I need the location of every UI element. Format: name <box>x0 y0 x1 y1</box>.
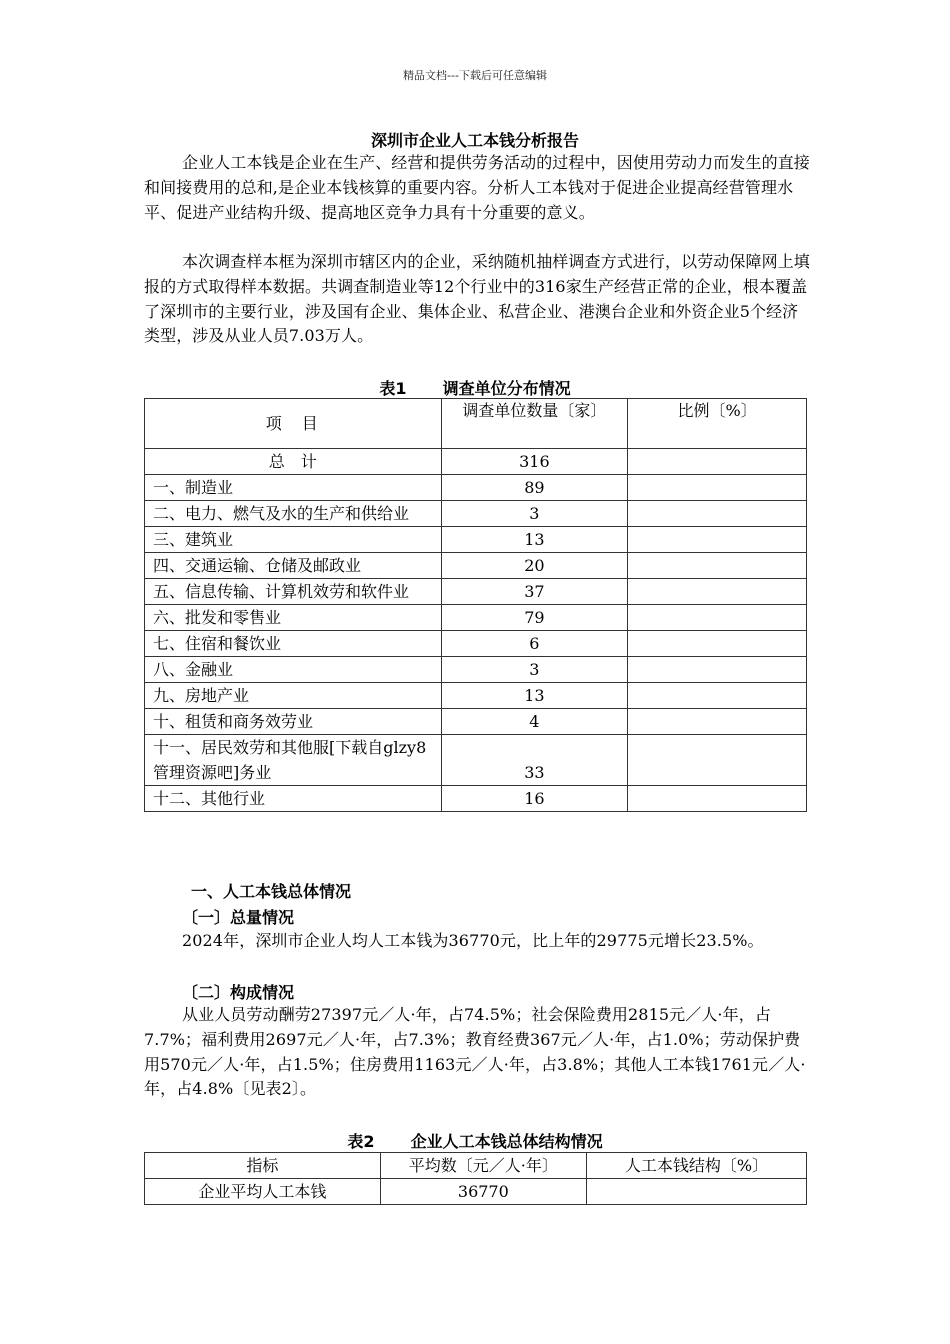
table-row <box>145 527 807 553</box>
industry-count: 13 <box>441 527 628 553</box>
industry-ratio <box>628 683 807 709</box>
table-row <box>145 786 807 812</box>
table1-caption-num: 表1 <box>379 379 407 398</box>
report-title: 深圳市企业人工本钱分析报告 <box>370 131 579 150</box>
industry-count: 37 <box>441 579 628 605</box>
total-count: 316 <box>441 449 628 475</box>
table-row <box>145 657 807 683</box>
table-row <box>145 1179 807 1205</box>
industry-ratio <box>628 786 807 812</box>
industry-label: 十、租赁和商务效劳业 <box>145 709 442 735</box>
total-paragraph: 2024年，深圳市企业人均人工本钱为36770元，比上年的29775元增长23.5%。 <box>182 931 764 950</box>
indicator-label: 企业平均人工本钱 <box>145 1179 381 1205</box>
industry-count: 4 <box>441 709 628 735</box>
industry-count: 33 <box>441 735 628 786</box>
survey-distribution-table <box>144 398 807 812</box>
industry-label: 四、交通运输、仓储及邮政业 <box>145 553 442 579</box>
industry-count: 13 <box>441 683 628 709</box>
table-row <box>145 501 807 527</box>
cost-structure-table <box>144 1152 807 1205</box>
table1-header-row <box>145 399 807 449</box>
industry-count: 89 <box>441 475 628 501</box>
industry-ratio <box>628 657 807 683</box>
table2-caption <box>144 1129 806 1152</box>
industry-label: 二、电力、燃气及水的生产和供给业 <box>145 501 442 527</box>
industry-ratio <box>628 579 807 605</box>
subsection-total-heading: 〔一〕总量情况 <box>182 908 295 927</box>
indicator-ratio <box>586 1179 806 1205</box>
table2-caption-text: 企业人工本钱总体结构情况 <box>410 1132 603 1151</box>
table2-caption-num: 表2 <box>347 1132 375 1151</box>
industry-count: 20 <box>441 553 628 579</box>
table2-header-average: 平均数〔元／人·年〕 <box>380 1153 586 1179</box>
industry-count: 79 <box>441 605 628 631</box>
total-ratio <box>628 449 807 475</box>
table1-header-count: 调查单位数量〔家〕 <box>441 399 628 449</box>
industry-label: 十一、居民效劳和其他服[下载自glzy8 管理资源吧]务业 <box>145 735 442 786</box>
industry-ratio <box>628 735 807 786</box>
table1-total-row <box>145 449 807 475</box>
table-row <box>145 683 807 709</box>
table2-header-structure: 人工本钱结构〔%〕 <box>586 1153 806 1179</box>
industry-ratio <box>628 553 807 579</box>
table-row <box>145 605 807 631</box>
table1-header-item: 项 目 <box>145 399 442 449</box>
industry-ratio <box>628 709 807 735</box>
industry-label: 八、金融业 <box>145 657 442 683</box>
structure-paragraph: 从业人员劳动酬劳27397元／人·年，占74.5%；社会保险费用2815元／人·年，占7.7%；福利费用2697元／人·年，占7.3%；教育经费367元／人·年，占1.0%；劳动保护费用570元／人·年，占1.5%；住房费用1163元／人·年，占3.8%；其他人工本钱1761元／人·年，占4.8%〔见表2〕。 <box>144 1005 806 1099</box>
header-note: 精品文档---下载后可任意编辑 <box>403 69 547 82</box>
industry-ratio <box>628 527 807 553</box>
industry-ratio <box>628 631 807 657</box>
table-row <box>145 579 807 605</box>
industry-ratio <box>628 501 807 527</box>
industry-label: 三、建筑业 <box>145 527 442 553</box>
section-heading: 一、人工本钱总体情况 <box>191 882 352 901</box>
industry-count: 3 <box>441 657 628 683</box>
industry-ratio <box>628 475 807 501</box>
intro-paragraph: 企业人工本钱是企业在生产、经营和提供劳务活动的过程中，因使用劳动力而发生的直接和间接费用的总和,是企业本钱核算的重要内容。分析人工本钱对于促进企业提高经营管理水平、促进产业结构升级、提高地区竞争力具有十分重要的意义。 <box>144 153 810 222</box>
table-row <box>145 553 807 579</box>
sample-paragraph: 本次调查样本框为深圳市辖区内的企业，采纳随机抽样调查方式进行，以劳动保障网上填报的方式取得样本数据。共调查制造业等12个行业中的316家生产经营正常的企业，根本覆盖了深圳市的主要行业，涉及国有企业、集体企业、私营企业、港澳台企业和外资企业5个经济类型，涉及从业人员7.03万人。 <box>144 252 810 346</box>
table1-header-ratio: 比例〔%〕 <box>628 399 807 449</box>
industry-label: 七、住宿和餐饮业 <box>145 631 442 657</box>
table1-caption <box>144 376 806 399</box>
industry-label: 一、制造业 <box>145 475 442 501</box>
table-row <box>145 735 807 786</box>
subsection-structure-heading: 〔二〕构成情况 <box>182 983 295 1002</box>
table1-caption-text: 调查单位分布情况 <box>442 379 571 398</box>
table-row <box>145 631 807 657</box>
industry-count: 16 <box>441 786 628 812</box>
industry-ratio <box>628 605 807 631</box>
industry-label: 九、房地产业 <box>145 683 442 709</box>
indicator-value: 36770 <box>380 1179 586 1205</box>
table-row <box>145 709 807 735</box>
table2-header-indicator: 指标 <box>145 1153 381 1179</box>
industry-label: 六、批发和零售业 <box>145 605 442 631</box>
table-row <box>145 475 807 501</box>
industry-count: 3 <box>441 501 628 527</box>
industry-label: 十二、其他行业 <box>145 786 442 812</box>
table2-header-row <box>145 1153 807 1179</box>
industry-label: 五、信息传输、计算机效劳和软件业 <box>145 579 442 605</box>
industry-count: 6 <box>441 631 628 657</box>
total-label: 总 计 <box>145 449 442 475</box>
